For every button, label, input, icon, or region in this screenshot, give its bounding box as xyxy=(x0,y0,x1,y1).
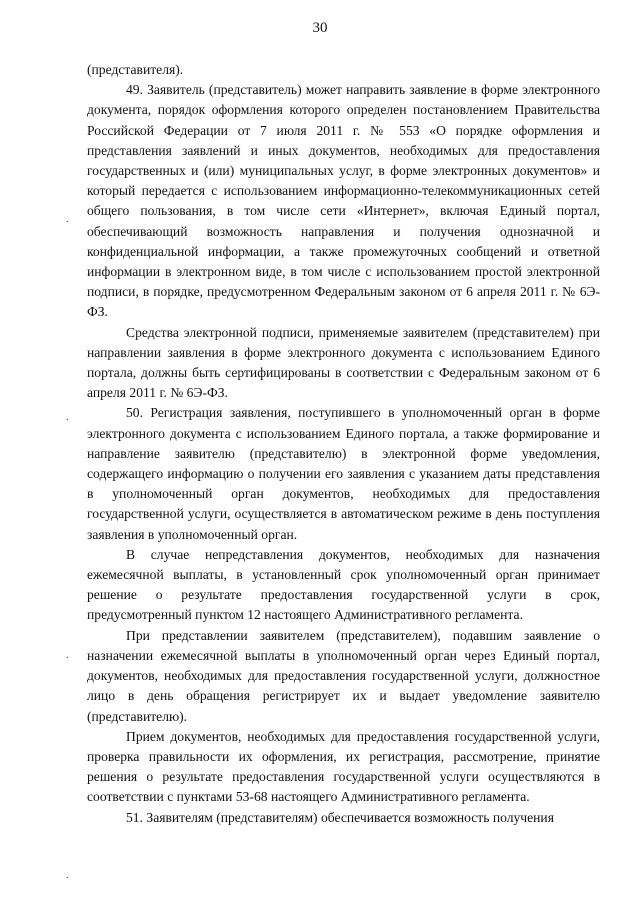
paragraph-submission-portal: При представлении заявителем (представителем), подавшим заявление о назначении ежемесячной выплаты в уполномоченный орган через Единый портал, документов, необходимых для предоставления государственной услуги, должностное лицо в день обращения регистрирует их и выдает уведомление заявителю (представителю). xyxy=(87,627,600,724)
margin-dot-mark: . xyxy=(66,412,69,423)
page-number: 30 xyxy=(312,20,328,36)
document-body xyxy=(87,60,600,828)
margin-dot-mark: . xyxy=(66,650,69,661)
paragraph-50: 50. Регистрация заявления, поступившего в уполномоченный орган в форме электронного документа с использованием Единого портала, а также формирование и направление заявителю (представителю) в электронной форме уведомления, содержащего информацию о получении его заявления с указанием даты представления в уполномоченный орган документов, необходимых для предоставления государственной услуги, осуществляется в автоматическом режиме в день поступления заявления в уполномоченный орган. xyxy=(87,405,600,542)
margin-dot-mark: . xyxy=(66,870,69,881)
paragraph-document-reception: Прием документов, необходимых для предоставления государственной услуги, проверка правильности их оформления, их регистрация, рассмотрение, принятие решения о результате предоставления государственной услуги осуществляются в соответствии с пунктами 53-68 настоящего Административного регламента. xyxy=(87,728,600,805)
paragraph-nonsubmission: В случае непредставления документов, необходимых для назначения ежемесячной выплаты, в установленный срок уполномоченный орган принимает решение о результате предоставления государственной услуги в срок, предусмотренный пунктом 12 настоящего Административного регламента. xyxy=(87,546,600,623)
paragraph-49: 49. Заявитель (представитель) может направить заявление в форме электронного документа, порядок оформления которого определен постановлением Правительства Российской Федерации от 7 июля 2011 г. № 553 «О порядке оформления и представления заявлений и иных документов, необходимых для предоставления государственных и (или) муниципальных услуг, в форме электронных документов» и который передается с использованием информационно-телекоммуникационных сетей общего пользования, в том числе сети «Интернет», включая Единый портал, обеспечивающий возможность направления и получения однозначной и конфиденциальной информации, а также промежуточных сообщений и ответной информации в электронном виде, в том числе с использованием простой электронной подписи, в порядке, предусмотренном Федеральным законом от 6 апреля 2011 г. № 6Э-ФЗ. xyxy=(87,82,600,320)
paragraph-continuation: (представителя). xyxy=(87,62,184,77)
paragraph-51: 51. Заявителям (представителям) обеспечивается возможность получения xyxy=(126,809,554,825)
paragraph-electronic-signature: Средства электронной подписи, применяемые заявителем (представителем) при направлении заявления в форме электронного документа с использованием Единого портала, должны быть сертифицированы в соответствии с Федеральным законом от 6 апреля 2011 г. № 6Э-ФЗ. xyxy=(87,324,600,401)
margin-dot-mark: . xyxy=(66,214,69,225)
